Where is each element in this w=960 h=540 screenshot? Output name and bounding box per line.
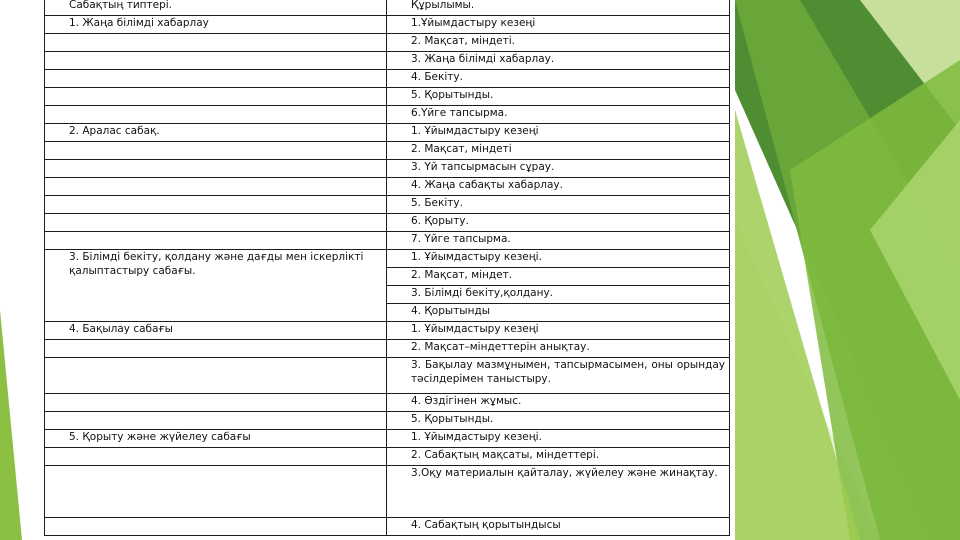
lesson-type-cell: 2. Аралас сабақ. xyxy=(45,124,387,142)
lesson-type-cell xyxy=(45,106,387,124)
lesson-structure-cell: 4. Бекіту. xyxy=(387,70,730,88)
table-row xyxy=(45,430,730,448)
lesson-structure-cell: 2. Мақсат, міндет. xyxy=(387,268,730,286)
lesson-structure-cell: 4. Жаңа сабақты хабарлау. xyxy=(387,178,730,196)
lesson-type-cell: 1. Жаңа білімді хабарлау xyxy=(45,16,387,34)
table-row xyxy=(45,412,730,430)
lesson-type-cell xyxy=(45,196,387,214)
table-row xyxy=(45,34,730,52)
lesson-type-cell: 3. Білімді бекіту, қолдану және дағды мен іскерлікті қалыптастыру сабағы. xyxy=(45,250,387,322)
left-green-sliver xyxy=(0,310,22,540)
lesson-type-cell xyxy=(45,160,387,178)
lesson-structure-cell: 1. Ұйымдастыру кезеңі xyxy=(387,322,730,340)
lesson-structure-cell: 2. Мақсат–міндеттерін анықтау. xyxy=(387,340,730,358)
lesson-types-table xyxy=(44,0,730,536)
lesson-type-cell xyxy=(45,394,387,412)
lesson-type-cell xyxy=(45,466,387,518)
lesson-structure-cell: 4. Қорытынды xyxy=(387,304,730,322)
table-body xyxy=(45,0,730,536)
table-row xyxy=(45,358,730,394)
lesson-structure-cell: 5. Қорытынды. xyxy=(387,88,730,106)
lesson-structure-cell: 1.Ұйымдастыру кезеңі xyxy=(387,16,730,34)
lesson-structure-cell: 3. Үй тапсырмасын сұрау. xyxy=(387,160,730,178)
lesson-structure-cell: 2. Мақсат, міндеті. xyxy=(387,34,730,52)
lesson-type-cell xyxy=(45,214,387,232)
lesson-type-cell: Сабақтың типтері. xyxy=(45,0,387,16)
lesson-type-cell xyxy=(45,448,387,466)
lesson-structure-cell: 1. Ұйымдастыру кезеңі. xyxy=(387,250,730,268)
lesson-type-cell xyxy=(45,88,387,106)
table-row xyxy=(45,232,730,250)
lesson-type-cell: 4. Бақылау сабағы xyxy=(45,322,387,340)
lesson-type-cell xyxy=(45,178,387,196)
lesson-structure-cell: 4. Өздігінен жұмыс. xyxy=(387,394,730,412)
lesson-structure-cell: 6.Үйге тапсырма. xyxy=(387,106,730,124)
lesson-type-cell xyxy=(45,142,387,160)
table-row xyxy=(45,178,730,196)
table-row xyxy=(45,52,730,70)
lesson-type-cell xyxy=(45,232,387,250)
table-row xyxy=(45,160,730,178)
table-row xyxy=(45,142,730,160)
table-row xyxy=(45,214,730,232)
table-row xyxy=(45,70,730,88)
lesson-type-cell xyxy=(45,34,387,52)
table-row xyxy=(45,466,730,518)
lesson-structure-cell: 5. Қорытынды. xyxy=(387,412,730,430)
lesson-type-cell xyxy=(45,52,387,70)
lesson-type-cell xyxy=(45,518,387,536)
lesson-structure-cell: 1. Ұйымдастыру кезеңі. xyxy=(387,430,730,448)
table-row xyxy=(45,196,730,214)
table-row xyxy=(45,340,730,358)
table-row xyxy=(45,16,730,34)
lesson-structure-cell: 5. Бекіту. xyxy=(387,196,730,214)
table-row xyxy=(45,0,730,16)
table-row xyxy=(45,322,730,340)
lesson-type-cell xyxy=(45,70,387,88)
lesson-structure-cell: 3. Білімді бекіту,қолдану. xyxy=(387,286,730,304)
lesson-type-cell: 5. Қорыту және жүйелеу сабағы xyxy=(45,430,387,448)
table-row xyxy=(45,106,730,124)
lesson-structure-cell: Құрылымы. xyxy=(387,0,730,16)
lesson-structure-cell: 7. Үйге тапсырма. xyxy=(387,232,730,250)
lesson-structure-cell: 3. Бақылау мазмұнымен, тапсырмасымен, оны орындау тәсілдерімен таныстыру. xyxy=(387,358,730,394)
lesson-structure-cell: 2. Мақсат, міндеті xyxy=(387,142,730,160)
table-row xyxy=(45,518,730,536)
lesson-type-cell xyxy=(45,340,387,358)
lesson-type-cell xyxy=(45,358,387,394)
lesson-structure-cell: 6. Қорыту. xyxy=(387,214,730,232)
table-row xyxy=(45,448,730,466)
table-row xyxy=(45,394,730,412)
table-row xyxy=(45,88,730,106)
lesson-structure-cell: 3. Жаңа білімді хабарлау. xyxy=(387,52,730,70)
lesson-structure-cell: 4. Сабақтың қорытындысы xyxy=(387,518,730,536)
lesson-structure-cell: 1. Ұйымдастыру кезеңі xyxy=(387,124,730,142)
lesson-structure-cell: 3.Оқу материалын қайталау, жүйелеу және жинақтау. xyxy=(387,466,730,518)
lesson-structure-cell: 2. Сабақтың мақсаты, міндеттері. xyxy=(387,448,730,466)
table-row xyxy=(45,124,730,142)
lesson-type-cell xyxy=(45,412,387,430)
table-row xyxy=(45,250,730,268)
